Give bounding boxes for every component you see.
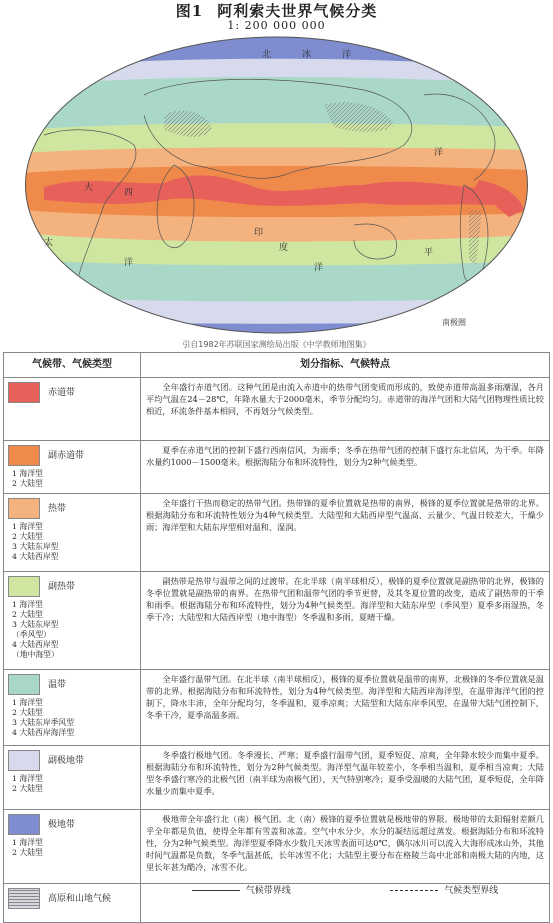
legend-row bbox=[4, 670, 550, 746]
climate-type-label: 4 大陆西岸型 bbox=[12, 640, 59, 649]
zone-name: 赤道带 bbox=[48, 387, 76, 398]
zone-color-swatch bbox=[8, 814, 40, 835]
plateau-swatch bbox=[8, 888, 40, 909]
legend-zone-cell bbox=[4, 810, 141, 884]
climate-type-label: 2 大陆型 bbox=[12, 848, 43, 857]
legend-body bbox=[4, 378, 550, 884]
map-scale: 1: 200 000 000 bbox=[227, 19, 326, 32]
world-climate-map bbox=[24, 35, 529, 335]
plateau-name: 高原和山地气候 bbox=[48, 893, 112, 904]
map-label-du: 度 bbox=[279, 243, 289, 253]
legend-table bbox=[3, 352, 550, 923]
col-header-zones: 气候带、气候类型 bbox=[4, 353, 141, 378]
zone-description: 冬季盛行极地气团。冬季漫长、严寒；夏季盛行温带气团，夏季短促、凉爽，全年降水较少而集中夏季。根据海陆分布和环流特性，划分为2种气候类型。海洋型气温年较差小，冬季相当温和，夏季相当凉爽；大陆型冬季盛行寒冷的北极气团（南半球为南极气团），天气特别寒冷；夏季受温暖的大陆气团，夏季短促，全年降水量少而集中夏季。 bbox=[141, 746, 550, 810]
climate-type-list bbox=[12, 698, 136, 738]
zone-description: 全年盛行干热而稳定的热带气团。热带锋的夏季位置就是热带的南界，极锋的夏季位置就是热带的北界。根据海陆分布和环流特性划分为4种气候类型。大陆型和大陆西岸型气温高、云量少、气温日较差大，干燥少雨；海洋型和大陆东岸型相对温和、湿润。 bbox=[141, 494, 550, 572]
legend-row-plateau bbox=[4, 884, 550, 923]
climate-type-label: 1 海洋型 bbox=[12, 698, 43, 707]
zone-name: 热带 bbox=[48, 503, 67, 514]
climate-type-label: 4 大陆西岸海洋型 bbox=[12, 728, 75, 737]
climate-type-label: 1 海洋型 bbox=[12, 469, 43, 478]
map-label-da: 大 bbox=[84, 183, 94, 193]
legend-row bbox=[4, 746, 550, 810]
climate-type-label: 2 大陆型 bbox=[12, 532, 43, 541]
zone-color-swatch bbox=[8, 445, 40, 466]
climate-type-list bbox=[12, 838, 136, 858]
climate-type-label: 1 海洋型 bbox=[12, 600, 43, 609]
climate-type-list bbox=[12, 774, 136, 794]
climate-type-label: 2 大陆型 bbox=[12, 708, 43, 717]
legend-zone-cell bbox=[4, 670, 141, 746]
map-credit: 引自1982年苏联国家测绘局出版《中学教师地图集》 bbox=[182, 340, 371, 349]
zone-name: 温带 bbox=[48, 679, 67, 690]
figure-title: 图1 阿利索夫世界气候分类 bbox=[175, 2, 378, 20]
map-label-antarctic-circle: 南极圈 bbox=[442, 318, 466, 327]
type-boundary-label: 气候类型界线 bbox=[444, 886, 499, 896]
climate-type-label: 2 大陆型 bbox=[12, 479, 43, 488]
climate-type-list bbox=[12, 522, 136, 562]
climate-type-list bbox=[12, 600, 136, 660]
climate-type-label: 3 大陆东岸型 bbox=[12, 542, 59, 551]
line-legend-cell bbox=[141, 884, 550, 923]
legend-row bbox=[4, 572, 550, 670]
legend-zone-cell bbox=[4, 441, 141, 494]
legend-row bbox=[4, 441, 550, 494]
legend-row bbox=[4, 494, 550, 572]
zone-description: 全年盛行赤道气团。这种气团是由流入赤道中的热带气团变质而形成的，致使赤道带高温多雨潮湿，各月平均气温在24－28℃，年降水量大于2000毫米，季节分配均匀。赤道带的海洋气团和大陆气团物理性质比较相近，环流条件基本相同，不再划分气候类型。 bbox=[141, 378, 550, 441]
zone-color-swatch bbox=[8, 498, 40, 519]
zone-color-swatch bbox=[8, 750, 40, 771]
legend-zone-cell bbox=[4, 378, 141, 441]
climate-type-label: 3 大陆东岸季风型 bbox=[12, 718, 75, 727]
legend-row bbox=[4, 810, 550, 884]
map-label-xi: 西 bbox=[124, 188, 134, 198]
climate-type-label: 4 大陆西岸型 bbox=[12, 552, 59, 561]
zone-name: 副赤道带 bbox=[48, 450, 85, 461]
legend-row bbox=[4, 378, 550, 441]
zone-boundary-label: 气候带界线 bbox=[245, 886, 291, 896]
zone-color-swatch bbox=[8, 576, 40, 597]
map-label-tai: 太 bbox=[44, 238, 54, 248]
climate-type-label: 1 海洋型 bbox=[12, 838, 43, 847]
legend-cell-plateau bbox=[4, 884, 141, 923]
map-label-yang-atlantic: 洋 bbox=[124, 258, 134, 268]
climate-type-label: 2 大陆型 bbox=[12, 784, 43, 793]
climate-type-list bbox=[12, 469, 136, 489]
zone-description: 夏季在赤道气团的控制下盛行西南信风，为雨季；冬季在热带气团的控制下盛行东北信风，为干季。年降水量约1000－1500毫米。根据海陆分布和环流特性，划分为2种气候类型。 bbox=[141, 441, 550, 494]
zone-description: 副热带是热带与温带之间的过渡带。在北半球（南半球相反），极锋的夏季位置就是副热带的北界，极锋的冬季位置就是副热带的南界。在热带气团和温带气团的季节更替，及其冬夏位置的改变，造成了副热带的干季和雨季。根据海陆分布和环流特性，划分为4种气候类型。海洋型和大陆东岸型（季风型）夏季多雨湿热，冬季干冷；大陆型和大陆西岸型（地中海型）冬季温和多雨，夏晴干燥。 bbox=[141, 572, 550, 670]
legend-zone-cell bbox=[4, 746, 141, 810]
zone-name: 极地带 bbox=[48, 819, 76, 830]
climate-type-label: 1 海洋型 bbox=[12, 774, 43, 783]
climate-type-label: （地中海型） bbox=[12, 650, 59, 659]
map-label-ice: 冰 bbox=[302, 50, 312, 60]
zone-description: 极地带全年盛行北（南）极气团。北（南）极锋的夏季位置就是极地带的界限。极地带的太阳辐射差额几乎全年都是负值，使得全年都有雪盖和冰盖。空气中水分少，水分的凝结远超过蒸发。根据海陆分布和环流特性，分为2种气候类型。海洋型夏季降水少数几天冰雪表面可达0℃，偶尔冰川可以流入大海形成冰山外，其他时间气温都是负数，冬季气温甚低，长年冰雪不化；大陆型主要分布在格陵兰岛中北部和南极大陆的内地，这里长年甚为酷冷，冰雪不化。 bbox=[141, 810, 550, 884]
zone-color-swatch bbox=[8, 674, 40, 695]
legend-zone-cell bbox=[4, 572, 141, 670]
zone-name: 副极地带 bbox=[48, 755, 85, 766]
map-label-yang-pacific: 洋 bbox=[434, 148, 444, 158]
legend-header-row bbox=[4, 353, 550, 378]
zone-color-swatch bbox=[8, 382, 40, 403]
zone-name: 副热带 bbox=[48, 581, 76, 592]
legend-zone-cell bbox=[4, 494, 141, 572]
col-header-description: 划分指标、气候特点 bbox=[141, 353, 550, 378]
map-label-ping: 平 bbox=[424, 248, 434, 258]
map-label-north: 北 bbox=[262, 50, 272, 60]
map-label-ocean-arctic: 洋 bbox=[342, 50, 352, 60]
map-label-yin: 印 bbox=[254, 228, 264, 238]
climate-type-label: 2 大陆型 bbox=[12, 610, 43, 619]
map-label-yang-indian: 洋 bbox=[314, 263, 324, 273]
climate-type-label: 3 大陆东岸型 bbox=[12, 620, 59, 629]
zone-boundary-line bbox=[192, 890, 240, 891]
climate-type-label: 1 海洋型 bbox=[12, 522, 43, 531]
type-boundary-line bbox=[390, 890, 438, 891]
climate-type-label: （季风型） bbox=[12, 630, 51, 639]
zone-description: 全年盛行温带气团。在北半球（南半球相反），极锋的夏季位置就是温带的南界，北极锋的冬季位置就是温带的北界。根据海陆分布和环流特性，划分为4种气候类型。海洋型和大陆西岸海洋型，在温带海洋气团的控制下，降水丰沛，全年分配均匀，冬季温和，夏季凉爽；大陆型和大陆东岸季风型，在温带大陆气团控制下，冬季干冷，夏季高温多雨。 bbox=[141, 670, 550, 746]
